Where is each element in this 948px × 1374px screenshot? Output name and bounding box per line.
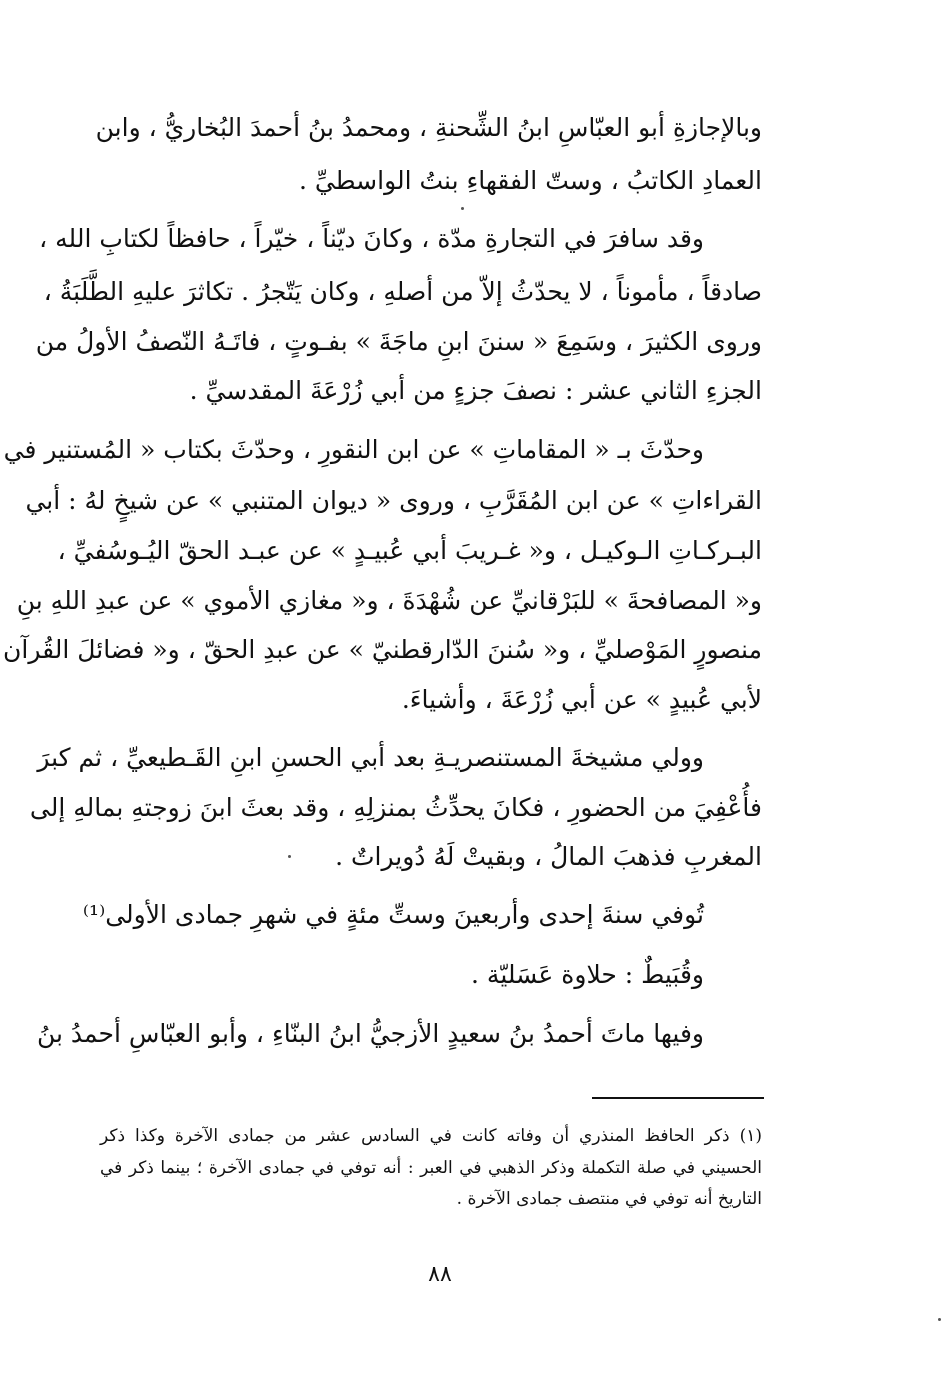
text-line: و« المصافحةَ » للبَرْقانيِّ عن شُهْدَةَ ، و« مغازي الأموي » عن عبدِ اللهِ بنِ: [16, 586, 762, 615]
text-line: صادقاً ، مأموناً ، لا يحدّثُ إلاّ من أصلهِ ، وكان يَتّجرُ . تكاثرَ عليهِ الطَّلَبَةُ ،: [43, 277, 762, 306]
text-line: فأُعْفِيَ من الحضورِ ، فكانَ يحدِّثُ بمنزلِهِ ، وقد بعثَ ابنَ زوجتهِ بمالهِ إلى: [29, 793, 762, 822]
footnote-divider: [592, 1097, 764, 1099]
text-line: لأبي عُبيدٍ » عن أبي زُرْعَةَ ، وأشياءَ.: [401, 685, 762, 714]
text-line: وفيها ماتَ أحمدُ بنُ سعيدٍ الأزجيُّ ابنُ البنّاءِ ، وأبو العبّاسِ أحمدُ بنُ: [36, 1019, 704, 1048]
text-line: الجزءِ الثاني عشر : نصفَ جزءٍ من أبي زُرْعَةَ المقدسيِّ .: [189, 376, 762, 405]
footnote-line: التاريخ أنه توفي في منتصف جمادى الآخرة .: [456, 1189, 762, 1209]
main-text: [3, 0, 762, 1080]
footnote-line: الحسيني في صلة التكملة وذكر الذهبي في العبر : أنه توفي في جمادى الآخرة ؛ بينما ذكر في: [100, 1158, 762, 1178]
text-line: وروى الكثيرَ ، وسَمِعَ « سننَ ابنِ ماجَةَ » بفـوتٍ ، فاتَـهُ النّصفُ الأولُ من: [35, 327, 762, 356]
text-line: القراءاتِ » عن ابن المُقَرَّبِ ، وروى « ديوان المتنبي » عن شيخٍ لهُ : أبي: [25, 486, 762, 515]
text-line: البـركـاتِ الـوكيـل ، و« غـريبَ أبي عُبيـدٍ » عن عبـد الحقّ اليُـوسُفيِّ ،: [57, 536, 762, 565]
text-line: وبالإجازةِ أبو العبّاسِ ابنُ الشِّحنةِ ، ومحمدُ بنُ أحمدَ البُخاريُّ ، وابن: [95, 113, 762, 142]
text-line: وولي مشيخةَ المستنصريـةِ بعد أبي الحسنِ ابنِ القَـطيعيِّ ، ثم كبرَ: [37, 743, 704, 772]
text-line: العمادِ الكاتبُ ، وستّ الفقهاءِ بنتُ الواسطيِّ .: [298, 166, 762, 195]
text-line: منصورٍ المَوْصليِّ ، و« سُننَ الدّارقطنيّ » عن عبدِ الحقّ ، و« فضائلَ القُرآن: [3, 635, 762, 664]
scan-speck: [938, 1318, 941, 1321]
text-line: وقد سافرَ في التجارةِ مدّة ، وكانَ ديّناً ، خيّراً ، حافظاً لكتابِ الله ،: [39, 224, 704, 253]
scan-speck: [461, 207, 464, 210]
text-line: المغربِ فذهبَ المالُ ، وبقيتْ لَهُ دُويراتٌ .: [335, 842, 762, 871]
page-number: ٨٨: [428, 1262, 452, 1287]
text-line: وقُبَيطٌ : حلاوة عَسَليّة .: [471, 960, 704, 989]
text-line: وحدّثَ بـ « المقاماتِ » عن ابن النقورِ ، وحدّثَ بكتاب « المُستنير في: [3, 435, 704, 464]
footnote-line: (١) ذكر الحافظ المنذري أن وفاته كانت في السادس عشر من جمادى الآخرة وكذا ذكر: [100, 1126, 762, 1146]
scan-speck: [288, 855, 291, 858]
text-line: تُوفي سنةَ إحدى وأربعينَ وستِّ مئةٍ في شهرِ جمادى الأولى⁽¹⁾: [82, 900, 704, 929]
